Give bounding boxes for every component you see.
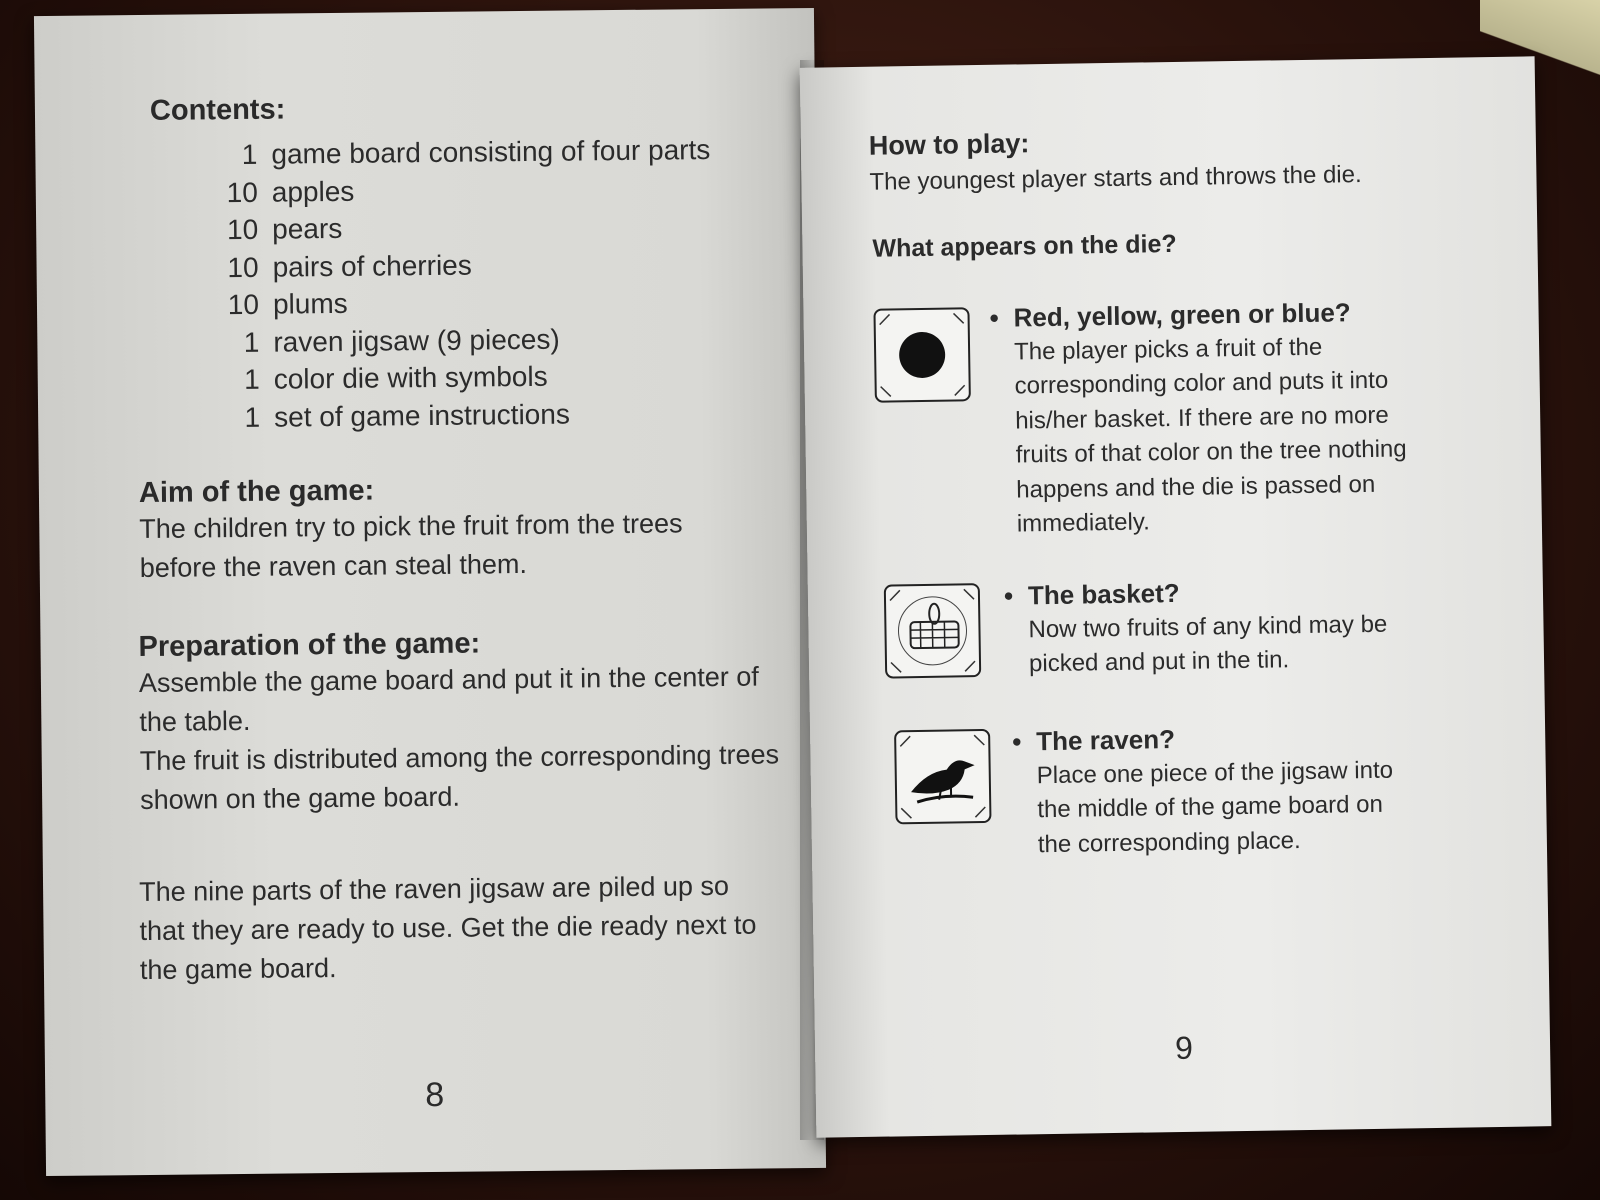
item-text: pears	[272, 212, 343, 245]
list-item	[208, 394, 713, 437]
list-item	[205, 131, 710, 174]
page-number-right: 9	[1174, 1029, 1194, 1067]
item-text: raven jigsaw (9 pieces)	[273, 323, 560, 358]
list-item	[207, 281, 712, 324]
right-page	[800, 56, 1552, 1137]
item-qty: 10	[226, 213, 259, 246]
item-head: • The raven?	[1012, 718, 1412, 759]
howto-text: The youngest player starts and throws the die.	[869, 161, 1362, 196]
item-text: color die with symbols	[273, 360, 548, 395]
item-qty: 10	[227, 251, 259, 283]
item-qty: 1	[244, 401, 261, 433]
list-item	[206, 206, 711, 249]
item-text: set of game instructions	[273, 398, 571, 433]
item-text: plums	[272, 287, 348, 320]
contents-title: Contents:	[149, 93, 286, 127]
item-text: game board consisting of four parts	[271, 134, 711, 170]
howto-section	[869, 128, 1030, 162]
page-number-left: 8	[425, 1075, 445, 1115]
list-item	[208, 356, 713, 399]
basket-icon	[884, 583, 981, 678]
die-question: What appears on the die?	[872, 229, 1177, 263]
list-item	[206, 169, 711, 212]
die-item-raven	[1012, 718, 1414, 862]
item-desc: The player picks a fruit of the corresponding color and puts it into his/her basket. If there are no more fruits of that color on the tree nothing happens and the die is passed on immediately.	[1013, 333, 1407, 538]
preparation-text-3: The nine parts of the raven jigsaw are piled up so that they are ready to use. Get the die ready next to the game board.	[138, 870, 757, 986]
list-item	[206, 244, 711, 287]
item-head: • Red, yellow, green or blue?	[989, 294, 1409, 335]
preparation-section-2	[139, 866, 780, 990]
howto-title: How to play:	[868, 128, 1030, 161]
color-dot-icon	[873, 307, 970, 402]
aim-text: The children try to pick the fruit from the trees before the raven can steal them.	[139, 508, 683, 584]
preparation-section	[138, 624, 780, 820]
die-item-basket	[1004, 572, 1406, 682]
list-item	[207, 319, 712, 362]
aim-section	[139, 471, 760, 588]
contents-list	[205, 131, 713, 436]
item-head: • The basket?	[1004, 572, 1404, 613]
item-desc: Place one piece of the jigsaw into the middle of the game board on the corresponding place.	[1036, 756, 1394, 858]
item-qty: 10	[226, 176, 258, 208]
item-qty: 1	[243, 326, 260, 358]
item-text: pairs of cherries	[272, 249, 472, 283]
raven-icon	[894, 729, 991, 824]
preparation-text-1: Assemble the game board and put it in the center of the table.	[138, 661, 759, 738]
preparation-text-2: The fruit is distributed among the corresponding trees shown on the game board.	[139, 739, 780, 816]
left-page	[34, 8, 826, 1176]
item-qty: 1	[241, 138, 258, 170]
item-text: apples	[271, 175, 355, 208]
item-desc: Now two fruits of any kind may be picked and put in the tin.	[1028, 610, 1388, 678]
preparation-title: Preparation of the game:	[138, 627, 481, 664]
item-qty: 10	[227, 288, 260, 321]
item-qty: 1	[244, 363, 260, 395]
aim-title: Aim of the game:	[138, 474, 375, 510]
contents-section	[150, 93, 286, 127]
die-item-color	[989, 294, 1413, 542]
